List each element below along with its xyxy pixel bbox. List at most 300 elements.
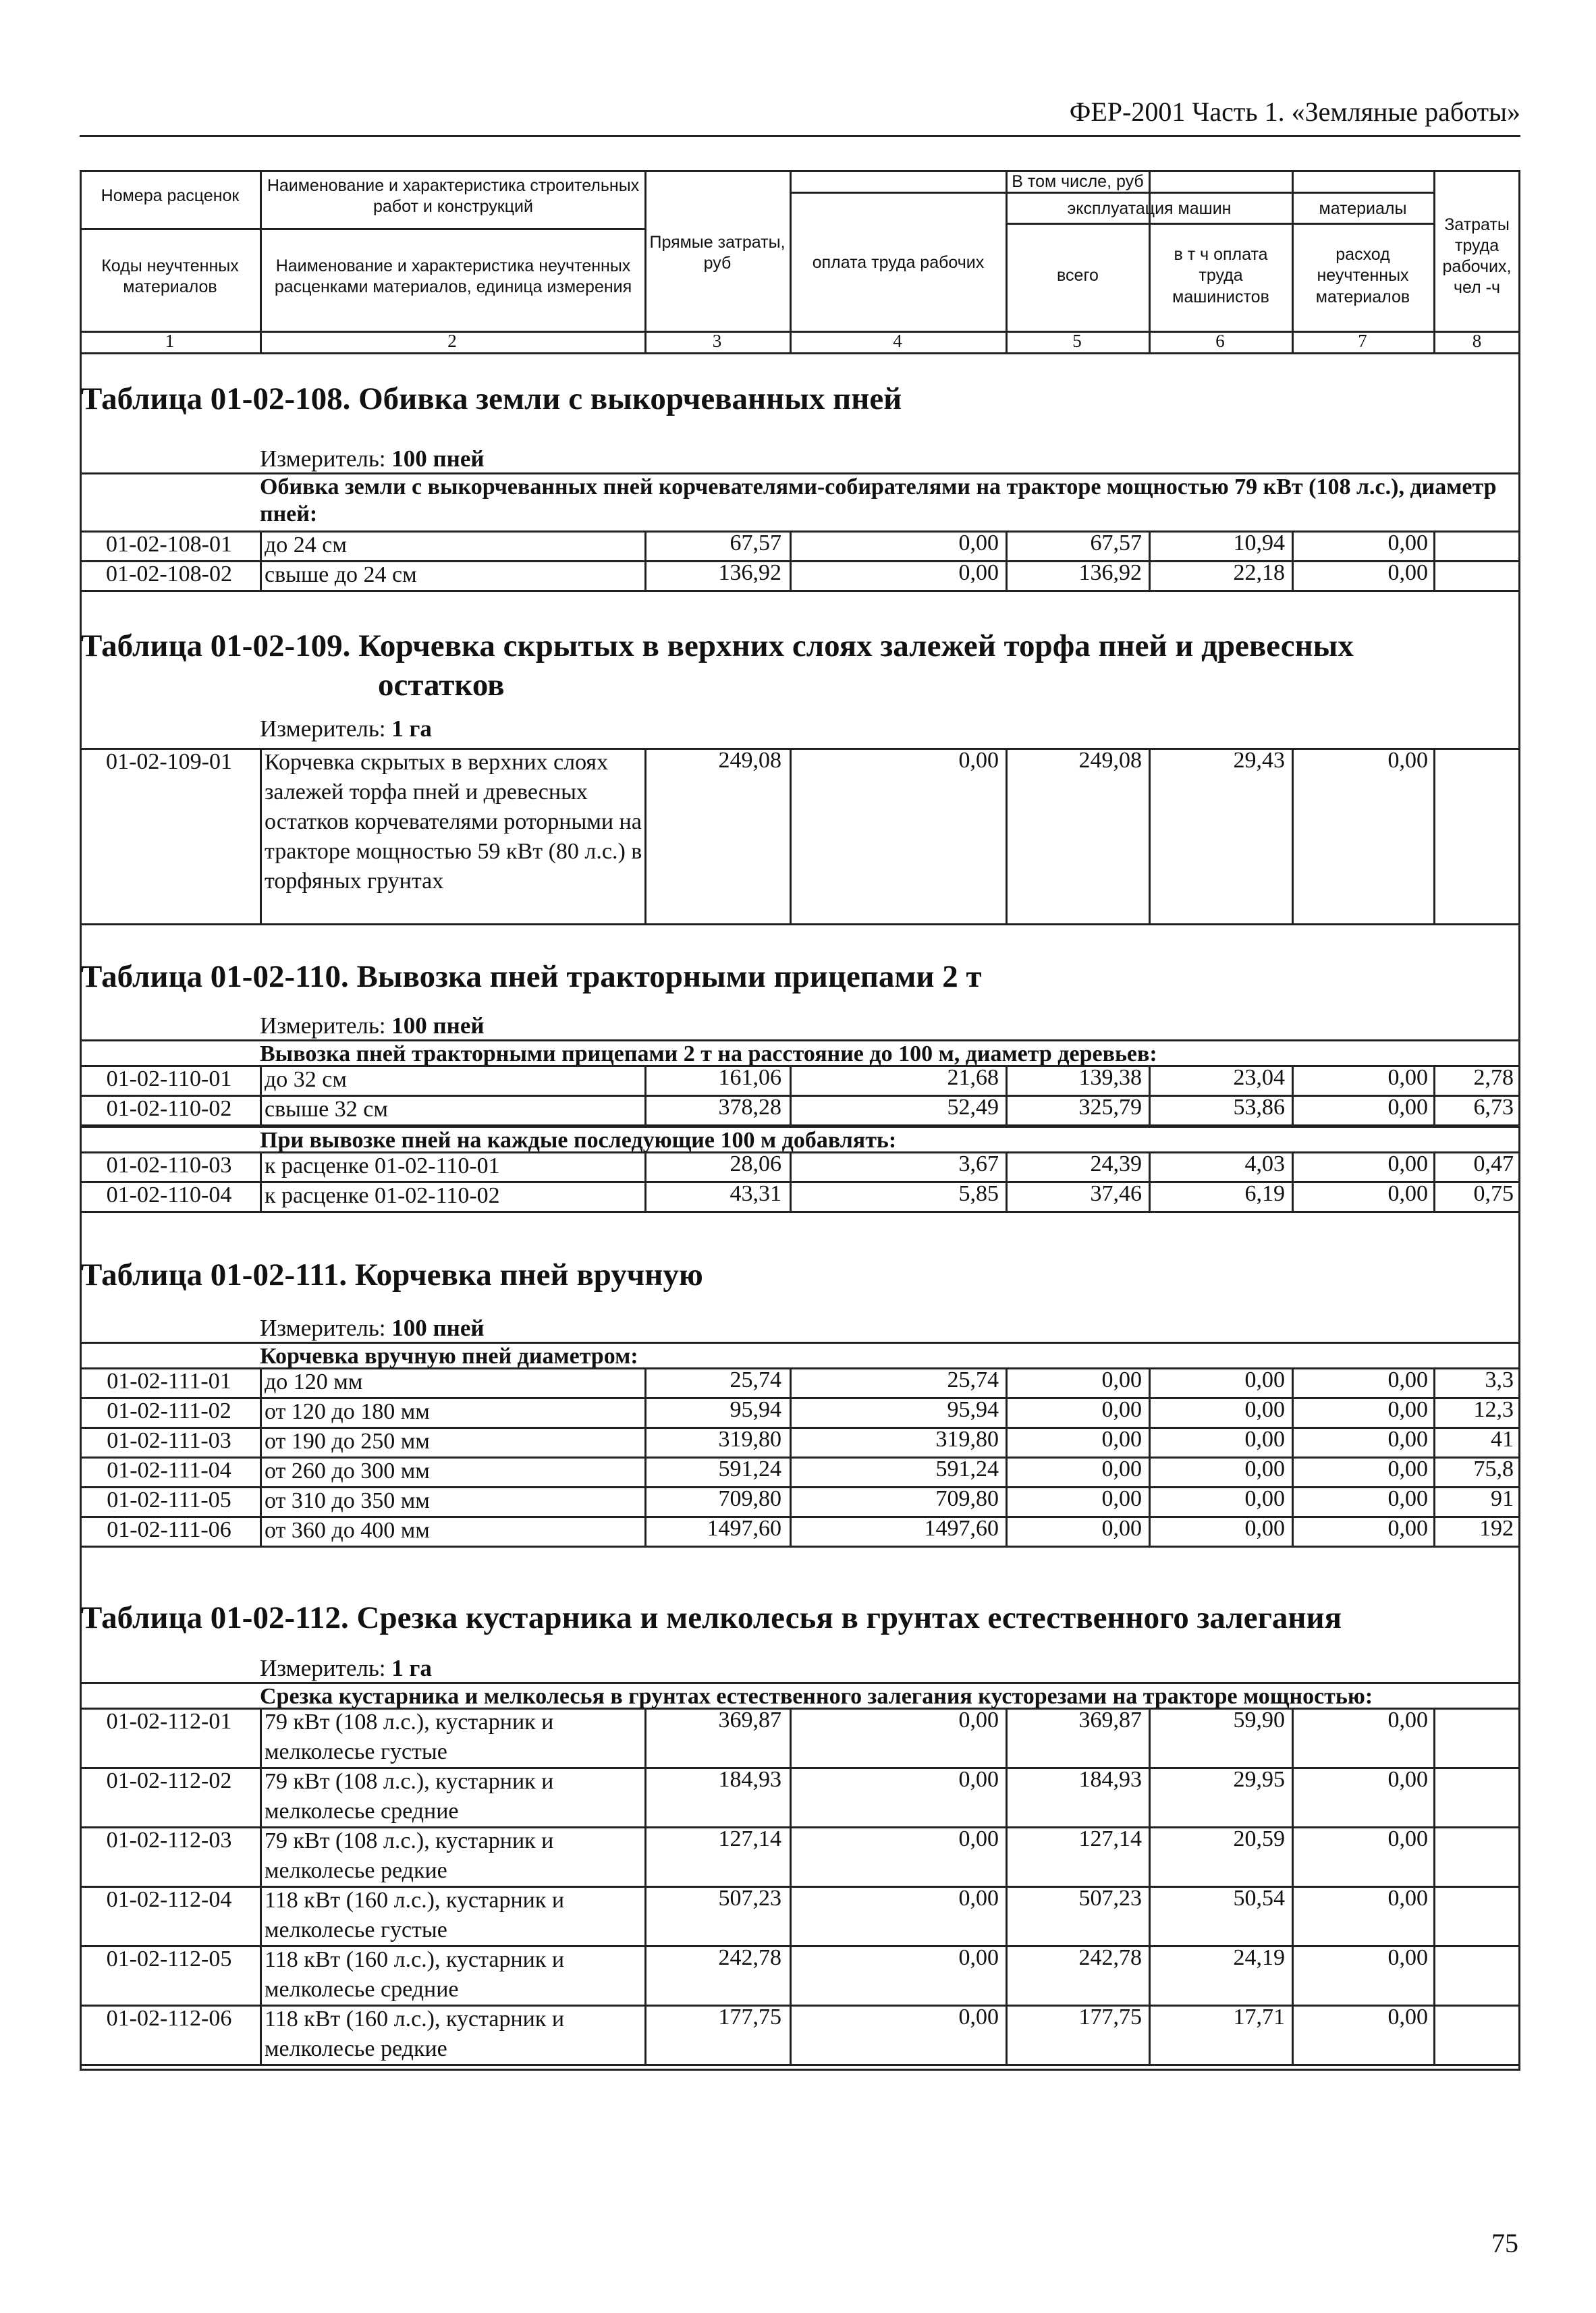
value-cell: 591,24 — [718, 1457, 781, 1481]
value-cell: 22,18 — [1233, 560, 1285, 585]
value-cell: 0,00 — [1387, 530, 1428, 555]
column-number: 1 — [165, 331, 175, 351]
value-cell: 0,00 — [1244, 1367, 1285, 1392]
measure-label: Измеритель: — [260, 715, 392, 742]
cell-divider — [644, 2005, 646, 2064]
value-cell: 507,23 — [1078, 1886, 1142, 1911]
value-cell: 75,8 — [1473, 1457, 1514, 1481]
cell-divider — [1292, 560, 1294, 590]
measure-line — [260, 1315, 485, 1342]
rate-code: 01-02-111-02 — [107, 1398, 231, 1423]
cell-divider — [1292, 1397, 1294, 1427]
row-rule — [80, 1546, 1520, 1548]
value-cell: 0,00 — [958, 2005, 999, 2030]
cell-divider — [1149, 1457, 1151, 1486]
group-subtitle: Вывозка пней тракторными прицепами 2 т на расстояние до 100 м, диаметр деревьев: — [260, 1041, 1157, 1066]
cell-divider — [1006, 1397, 1008, 1427]
work-name: свыше 32 см — [265, 1097, 388, 1122]
measure-value: 100 пней — [391, 1315, 485, 1341]
cell-divider — [1006, 1181, 1008, 1211]
value-cell: 0,00 — [1387, 560, 1428, 585]
value-cell — [1436, 748, 1520, 923]
cell-divider — [1433, 1708, 1435, 1767]
table-row — [80, 1486, 1520, 1516]
value-cell — [1436, 530, 1520, 560]
measure-label: Измеритель: — [260, 1315, 392, 1341]
table-title: Таблица 01-02-108. Обивка земли с выкорчеванных пней — [81, 381, 902, 416]
work-name: 118 кВт (160 л.с.), кустарник и мелколесье густые — [265, 1888, 565, 1942]
cell-divider — [1149, 1826, 1151, 1886]
value-cell: 0,00 — [1387, 2005, 1428, 2030]
column-divider — [1006, 170, 1008, 352]
cell-divider — [1292, 1181, 1294, 1211]
table-row — [80, 1826, 1520, 1886]
value-cell: 591,24 — [935, 1457, 999, 1481]
cell-divider — [1433, 1181, 1435, 1211]
value-cell: 37,46 — [1090, 1181, 1142, 1206]
cell-divider — [1433, 1886, 1435, 1945]
group-subtitle: Срезка кустарника и мелколесья в грунтах естественного залегания кусторезами на тракторе мощностью: — [260, 1684, 1373, 1709]
cell-divider — [1292, 1708, 1294, 1767]
cell-divider — [1433, 1151, 1435, 1181]
value-cell: 0,00 — [1101, 1457, 1142, 1481]
cell-divider — [644, 1397, 646, 1427]
work-name: до 24 см — [265, 533, 347, 557]
cell-divider — [790, 1367, 792, 1397]
measure-value: 1 га — [391, 715, 432, 742]
cell-divider — [644, 748, 646, 923]
cell-divider — [260, 748, 262, 923]
column-number: 3 — [712, 331, 722, 351]
value-cell: 24,19 — [1233, 1945, 1285, 1970]
value-cell: 50,54 — [1233, 1886, 1285, 1911]
running-head: ФЕР-2001 Часть 1. «Земляные работы» — [1069, 97, 1520, 127]
cell-divider — [1149, 530, 1151, 560]
column-divider — [790, 170, 792, 352]
value-cell: 0,00 — [1387, 1151, 1428, 1176]
value-cell: 0,00 — [1387, 1708, 1428, 1733]
cell-divider — [1292, 1457, 1294, 1486]
cell-divider — [1006, 1945, 1008, 2005]
rate-code: 01-02-111-05 — [107, 1488, 231, 1513]
cell-divider — [790, 1181, 792, 1211]
header-col4: оплата труда рабочих — [812, 253, 985, 273]
column-number: 7 — [1358, 331, 1367, 351]
table-row — [80, 1457, 1520, 1486]
cell-divider — [790, 1397, 792, 1427]
work-name: от 260 до 300 мм — [265, 1459, 430, 1484]
table-row — [80, 1886, 1520, 1945]
value-cell: 0,00 — [1387, 1397, 1428, 1422]
value-cell: 67,57 — [730, 530, 781, 555]
cell-divider — [1433, 1516, 1435, 1546]
value-cell: 0,00 — [1244, 1516, 1285, 1541]
value-cell: 59,90 — [1233, 1708, 1285, 1733]
cell-divider — [1433, 560, 1435, 590]
cell-divider — [644, 1151, 646, 1181]
cell-divider — [790, 530, 792, 560]
table-title: Таблица 01-02-112. Срезка кустарника и мелколесья в грунтах естественного залегания — [81, 1600, 1342, 1635]
column-number: 6 — [1215, 331, 1225, 351]
rate-code: 01-02-111-04 — [107, 1458, 231, 1483]
work-name: 79 кВт (108 л.с.), кустарник и мелколесье редкие — [265, 1828, 554, 1883]
cell-divider — [1433, 1397, 1435, 1427]
cell-divider — [260, 1886, 262, 1945]
rate-code: 01-02-109-01 — [106, 749, 232, 774]
rate-code: 01-02-110-04 — [106, 1182, 232, 1207]
cell-divider — [1149, 1181, 1151, 1211]
cell-divider — [790, 2005, 792, 2064]
rate-code: 01-02-112-04 — [106, 1887, 232, 1912]
cell-divider — [1292, 1767, 1294, 1826]
group-subtitle: Обивка земли с выкорчеванных пней корчевателями-собирателями на тракторе мощностью 79 кВт (108 л.с.), диаметр пней: — [260, 474, 1497, 526]
header-materials: материалы — [1319, 199, 1407, 219]
table-row — [80, 560, 1520, 590]
value-cell: 6,19 — [1244, 1181, 1285, 1206]
measure-line — [260, 1012, 485, 1039]
value-cell: 0,00 — [1101, 1367, 1142, 1392]
work-name: свыше до 24 см — [265, 562, 417, 587]
value-cell: 95,94 — [947, 1397, 999, 1422]
table-row — [80, 1427, 1520, 1457]
value-cell — [1436, 560, 1520, 590]
work-name: до 120 мм — [265, 1369, 363, 1394]
table-row — [80, 1767, 1520, 1826]
cell-divider — [790, 1708, 792, 1767]
header-col1-top: Номера расценок — [101, 186, 240, 206]
cell-divider — [1006, 1065, 1008, 1095]
cell-divider — [1006, 530, 1008, 560]
value-cell: 709,80 — [935, 1486, 999, 1511]
rate-code: 01-02-112-06 — [106, 2006, 232, 2031]
value-cell: 52,49 — [947, 1095, 999, 1120]
value-cell: 0,00 — [1387, 1516, 1428, 1541]
value-cell: 0,00 — [1101, 1397, 1142, 1422]
cell-divider — [260, 1767, 262, 1826]
value-cell: 0,00 — [1101, 1486, 1142, 1511]
cell-divider — [1433, 530, 1435, 560]
cell-divider — [1433, 2005, 1435, 2064]
value-cell: 242,78 — [718, 1945, 781, 1970]
value-cell — [1436, 1945, 1520, 2005]
value-cell: 0,00 — [1387, 1065, 1428, 1090]
value-cell: 0,47 — [1473, 1151, 1514, 1176]
value-cell: 161,06 — [718, 1065, 781, 1090]
cell-divider — [644, 1886, 646, 1945]
cell-divider — [1149, 1886, 1151, 1945]
cell-divider — [1006, 2005, 1008, 2064]
work-name: от 310 до 350 мм — [265, 1488, 430, 1513]
value-cell: 29,43 — [1233, 748, 1285, 773]
cell-divider — [260, 1427, 262, 1457]
header-machines: эксплуатация машин — [1067, 199, 1232, 219]
cell-divider — [790, 1767, 792, 1826]
group-subtitle: При вывозке пней на каждые последующие 100 м добавлять: — [260, 1128, 897, 1153]
value-cell: 192 — [1479, 1516, 1514, 1541]
cell-divider — [1433, 1486, 1435, 1516]
value-cell: 5,85 — [958, 1181, 999, 1206]
cell-divider — [1292, 1095, 1294, 1124]
value-cell: 25,74 — [947, 1367, 999, 1392]
value-cell: 3,67 — [958, 1151, 999, 1176]
value-cell: 0,00 — [1387, 1486, 1428, 1511]
column-divider — [1149, 170, 1151, 352]
cell-divider — [1149, 1065, 1151, 1095]
value-cell: 0,00 — [1387, 1367, 1428, 1392]
value-cell: 0,00 — [958, 748, 999, 773]
cell-divider — [1149, 1945, 1151, 2005]
value-cell: 0,75 — [1473, 1181, 1514, 1206]
work-name: 118 кВт (160 л.с.), кустарник и мелколесье средние — [265, 1947, 565, 2002]
rate-code: 01-02-110-02 — [106, 1096, 232, 1121]
cell-divider — [1006, 1516, 1008, 1546]
header-col6: в т ч оплата труда машинистов — [1172, 245, 1269, 306]
table-row — [80, 1516, 1520, 1546]
value-cell: 184,93 — [718, 1767, 781, 1792]
cell-divider — [1433, 1767, 1435, 1826]
table-row — [80, 530, 1520, 560]
rate-code: 01-02-111-03 — [107, 1428, 231, 1453]
cell-divider — [1292, 1151, 1294, 1181]
value-cell: 0,00 — [1387, 1095, 1428, 1120]
measure-label: Измеритель: — [260, 445, 392, 472]
value-cell: 0,00 — [958, 560, 999, 585]
value-cell: 0,00 — [1244, 1457, 1285, 1481]
cell-divider — [1006, 1708, 1008, 1767]
value-cell: 177,75 — [1078, 2005, 1142, 2030]
value-cell: 136,92 — [1078, 560, 1142, 585]
value-cell: 41 — [1491, 1427, 1514, 1452]
cell-divider — [260, 2005, 262, 2064]
cell-divider — [260, 1065, 262, 1095]
cell-divider — [1433, 1457, 1435, 1486]
value-cell: 20,59 — [1233, 1826, 1285, 1851]
value-cell: 28,06 — [730, 1151, 781, 1176]
row-rule — [80, 2064, 1520, 2066]
rate-code: 01-02-112-02 — [106, 1768, 232, 1793]
header-rule — [1006, 223, 1433, 225]
cell-divider — [644, 1708, 646, 1767]
cell-divider — [644, 1945, 646, 2005]
header-col2-top: Наименование и характеристика строительных работ и конструкций — [267, 175, 640, 216]
value-cell: 0,00 — [958, 1826, 999, 1851]
cell-divider — [1292, 1367, 1294, 1397]
value-cell: 139,38 — [1078, 1065, 1142, 1090]
header-col8: Затраты труда рабочих, чел -ч — [1442, 215, 1512, 298]
cell-divider — [1149, 1427, 1151, 1457]
value-cell: 184,93 — [1078, 1767, 1142, 1792]
column-number: 4 — [893, 331, 902, 351]
table-row — [80, 748, 1520, 923]
value-cell: 177,75 — [718, 2005, 781, 2030]
value-cell: 23,04 — [1233, 1065, 1285, 1090]
cell-divider — [1006, 1457, 1008, 1486]
value-cell: 0,00 — [1387, 1886, 1428, 1911]
table-row — [80, 1397, 1520, 1427]
cell-divider — [790, 1095, 792, 1124]
measure-value: 100 пней — [391, 445, 485, 472]
column-divider — [1433, 170, 1435, 352]
value-cell: 0,00 — [1101, 1516, 1142, 1541]
cell-divider — [1292, 1886, 1294, 1945]
table-title: Таблица 01-02-110. Вывозка пней тракторными прицепами 2 т — [81, 959, 982, 994]
rate-code: 01-02-112-01 — [106, 1709, 232, 1734]
rate-code: 01-02-108-02 — [106, 562, 232, 587]
value-cell: 53,86 — [1233, 1095, 1285, 1120]
column-divider — [1292, 170, 1294, 352]
value-cell: 1497,60 — [707, 1516, 781, 1541]
cell-divider — [790, 1427, 792, 1457]
cell-divider — [1433, 1095, 1435, 1124]
cell-divider — [1433, 1065, 1435, 1095]
value-cell: 249,08 — [1078, 748, 1142, 773]
header-col3: Прямые затраты, руб — [649, 232, 786, 273]
cell-divider — [260, 1486, 262, 1516]
cell-divider — [1292, 2005, 1294, 2064]
value-cell: 378,28 — [718, 1095, 781, 1120]
value-cell: 43,31 — [730, 1181, 781, 1206]
value-cell: 4,03 — [1244, 1151, 1285, 1176]
value-cell: 3,3 — [1485, 1367, 1514, 1392]
page-number: 75 — [1491, 2228, 1518, 2258]
value-cell: 242,78 — [1078, 1945, 1142, 1970]
value-cell: 369,87 — [1078, 1708, 1142, 1733]
value-cell: 319,80 — [935, 1427, 999, 1452]
work-name: к расценке 01-02-110-02 — [265, 1183, 500, 1208]
cell-divider — [790, 1486, 792, 1516]
column-number: 8 — [1472, 331, 1482, 351]
table-row — [80, 2005, 1520, 2064]
cell-divider — [260, 1457, 262, 1486]
header-col2-bottom: Наименование и характеристика неучтенных расценками материалов, единица измерения — [274, 256, 632, 296]
cell-divider — [1433, 1945, 1435, 2005]
cell-divider — [1006, 1427, 1008, 1457]
cell-divider — [1433, 748, 1435, 923]
cell-divider — [1149, 1367, 1151, 1397]
value-cell: 1497,60 — [924, 1516, 999, 1541]
header-group-title: В том числе, руб — [1012, 172, 1144, 192]
cell-divider — [260, 1708, 262, 1767]
measure-value: 100 пней — [391, 1012, 485, 1039]
row-rule — [80, 923, 1520, 925]
header-col7: расход неучтенных материалов — [1315, 245, 1410, 306]
value-cell — [1436, 2005, 1520, 2064]
cell-divider — [1149, 1708, 1151, 1767]
cell-divider — [260, 1516, 262, 1546]
measure-line — [260, 1655, 432, 1682]
table-row — [80, 1945, 1520, 2005]
value-cell: 249,08 — [718, 748, 781, 773]
cell-divider — [644, 530, 646, 560]
work-name: к расценке 01-02-110-01 — [265, 1153, 500, 1178]
rate-code: 01-02-110-03 — [106, 1153, 232, 1178]
cell-divider — [1149, 1486, 1151, 1516]
cell-divider — [1149, 1516, 1151, 1546]
cell-divider — [260, 1181, 262, 1211]
measure-line — [260, 445, 485, 472]
value-cell: 10,94 — [1233, 530, 1285, 555]
cell-divider — [1006, 1367, 1008, 1397]
cell-divider — [1006, 748, 1008, 923]
rate-code: 01-02-112-03 — [106, 1828, 232, 1853]
cell-divider — [1149, 748, 1151, 923]
work-name: 79 кВт (108 л.с.), кустарник и мелколесье густые — [265, 1710, 554, 1764]
table-row — [80, 1095, 1520, 1124]
value-cell: 21,68 — [947, 1065, 999, 1090]
cell-divider — [644, 1367, 646, 1397]
table-title: Таблица 01-02-111. Корчевка пней вручную — [81, 1257, 703, 1292]
group-subtitle: Корчевка вручную пней диаметром: — [260, 1344, 638, 1369]
value-cell: 12,3 — [1473, 1397, 1514, 1422]
header-col1-bottom: Коды неучтенных материалов — [101, 256, 239, 296]
value-cell: 24,39 — [1090, 1151, 1142, 1176]
value-cell: 0,00 — [1387, 1427, 1428, 1452]
value-cell: 0,00 — [1101, 1427, 1142, 1452]
cell-divider — [1292, 1486, 1294, 1516]
table-title: Таблица 01-02-109. Корчевка скрытых в верхних слоях залежей торфа пней и древесных — [81, 628, 1354, 663]
value-cell: 0,00 — [1387, 1457, 1428, 1481]
value-cell: 0,00 — [958, 1708, 999, 1733]
column-number: 2 — [447, 331, 457, 351]
cell-divider — [790, 1457, 792, 1486]
cell-divider — [1006, 1826, 1008, 1886]
cell-divider — [644, 1486, 646, 1516]
cell-divider — [1292, 1065, 1294, 1095]
table-row — [80, 1708, 1520, 1767]
cell-divider — [1006, 560, 1008, 590]
column-divider — [260, 170, 262, 352]
rate-code: 01-02-112-05 — [106, 1947, 232, 1971]
cell-divider — [1149, 1767, 1151, 1826]
value-cell: 0,00 — [958, 1945, 999, 1970]
cell-divider — [790, 1516, 792, 1546]
value-cell — [1436, 1767, 1520, 1826]
value-cell: 127,14 — [718, 1826, 781, 1851]
rate-code: 01-02-108-01 — [106, 532, 232, 557]
value-cell: 0,00 — [1387, 1826, 1428, 1851]
value-cell: 0,00 — [1387, 1181, 1428, 1206]
cell-divider — [790, 1151, 792, 1181]
table-title-continuation: остатков — [378, 668, 505, 703]
value-cell: 127,14 — [1078, 1826, 1142, 1851]
value-cell: 0,00 — [1387, 1767, 1428, 1792]
table-row — [80, 1181, 1520, 1211]
cell-divider — [1006, 1095, 1008, 1124]
header-rule — [80, 331, 1520, 333]
cell-divider — [1292, 1516, 1294, 1546]
cell-divider — [260, 1151, 262, 1181]
value-cell: 0,00 — [1387, 1945, 1428, 1970]
cell-divider — [644, 1427, 646, 1457]
work-name: от 190 до 250 мм — [265, 1429, 430, 1454]
table-row — [80, 1065, 1520, 1095]
cell-divider — [260, 530, 262, 560]
value-cell: 0,00 — [958, 1767, 999, 1792]
work-name: от 360 до 400 мм — [265, 1518, 430, 1543]
cell-divider — [1006, 1767, 1008, 1826]
value-cell: 0,00 — [1387, 748, 1428, 773]
work-name: Корчевка скрытых в верхних слоях залежей торфа пней и древесных остатков корчевателями роторными на тракторе мощностью 59 кВт (80 л.с.) в торфяных грунтах — [265, 750, 642, 894]
cell-divider — [1149, 560, 1151, 590]
value-cell: 29,95 — [1233, 1767, 1285, 1792]
header-rule — [80, 135, 1520, 137]
cell-divider — [644, 1095, 646, 1124]
cell-divider — [644, 560, 646, 590]
header-rule — [80, 352, 1520, 354]
value-cell: 67,57 — [1090, 530, 1142, 555]
value-cell: 91 — [1491, 1486, 1514, 1511]
cell-divider — [260, 1397, 262, 1427]
